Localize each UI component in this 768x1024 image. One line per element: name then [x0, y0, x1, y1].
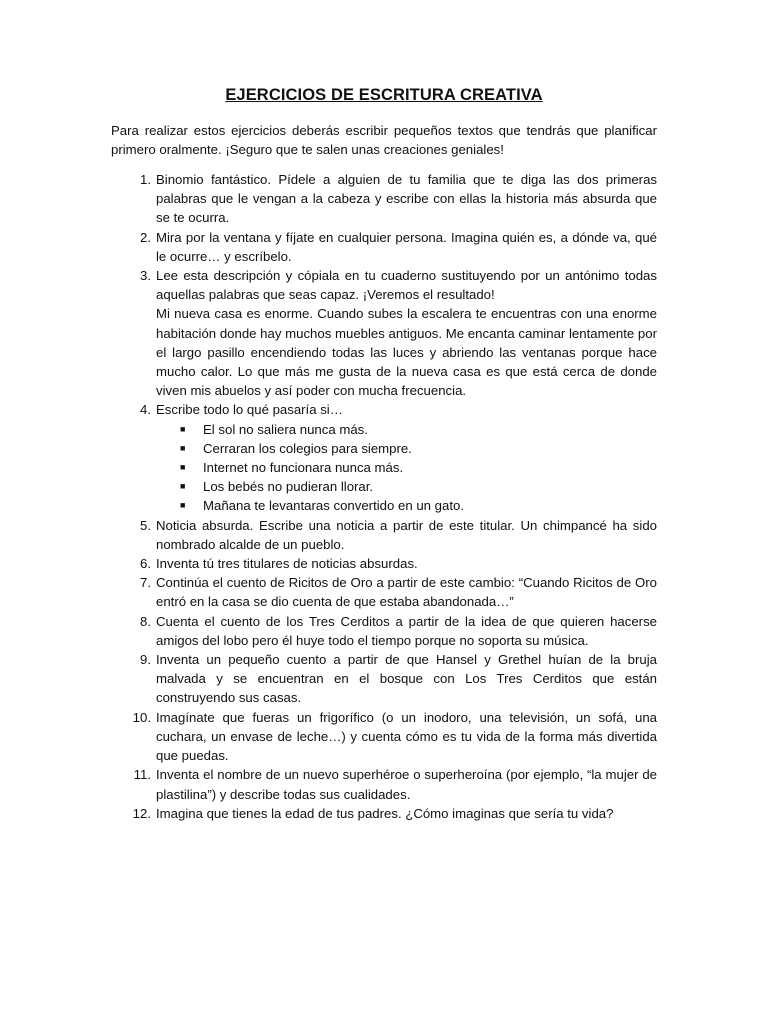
exercise-number: 9. — [140, 652, 151, 668]
bullet-text: Mañana te levantaras convertido en un gato. — [203, 498, 464, 514]
exercise-item — [111, 554, 657, 573]
bullet-item — [156, 420, 657, 439]
exercise-item — [111, 400, 657, 515]
intro-paragraph: Para realizar estos ejercicios deberás escribir pequeños textos que tendrás que planificar primero oralmente. ¡Seguro que te salen unas creaciones geniales! — [111, 123, 657, 157]
square-bullet-icon: ■ — [180, 423, 186, 434]
exercise-text: Continúa el cuento de Ricitos de Oro a partir de este cambio: “Cuando Ricitos de Oro entró en la casa se dio cuenta de que estaba abandonada…” — [156, 575, 657, 610]
exercise-number: 6. — [140, 556, 151, 572]
exercise-number: 3. — [140, 268, 151, 284]
exercise-text: Imagínate que fueras un frigorífico (o un inodoro, una televisión, un sofá, una cuchara, un envase de leche…) y cuenta cómo es tu vida de la forma más divertida que puedas. — [156, 709, 657, 764]
exercise-description-text: Mi nueva casa es enorme. Cuando subes la escalera te encuentras con una enorme habitación donde hay muchos muebles antiguos. Me encanta caminar lentamente por el largo pasillo encendiendo todas las luces y abriendo las ventanas porque hace mucho calor. Lo que más me gusta de la nueva casa es que está cerca de donde viven mis abuelos y así poder con mucha frecuencia. — [156, 306, 657, 399]
exercise-item — [111, 612, 657, 650]
exercise-item — [111, 228, 657, 266]
bullet-item — [156, 458, 657, 477]
exercise-text: Mira por la ventana y fíjate en cualquier persona. Imagina quién es, a dónde va, qué le ocurre… y escríbelo. — [156, 229, 657, 264]
exercise-item — [111, 573, 657, 611]
exercise-number: 2. — [140, 229, 151, 245]
exercise-number: 5. — [140, 517, 151, 533]
bullet-text: Cerraran los colegios para siempre. — [203, 440, 412, 456]
bullet-text: Internet no funcionara nunca más. — [203, 460, 404, 476]
exercise-number: 7. — [140, 575, 151, 591]
bullet-list — [156, 420, 657, 516]
square-bullet-icon: ■ — [180, 462, 186, 473]
exercise-list — [111, 170, 657, 823]
square-bullet-icon: ■ — [180, 442, 186, 453]
exercise-item — [111, 765, 657, 803]
exercise-text: Inventa el nombre de un nuevo superhéroe o superheroína (por ejemplo, “la mujer de plastilina”) y describe todas sus cualidades. — [156, 767, 657, 802]
exercise-item — [111, 804, 657, 823]
exercise-text: Cuenta el cuento de los Tres Cerditos a partir de la idea de que quieren hacerse amigos del lobo pero él huye todo el tiempo porque no soporta su música. — [156, 613, 657, 648]
exercise-text: Escribe todo lo qué pasaría si… — [156, 402, 343, 418]
exercise-text: Inventa un pequeño cuento a partir de que Hansel y Grethel huían de la bruja malvada y se encuentran en el bosque con Los Tres Cerditos que están construyendo sus casas. — [156, 652, 657, 706]
exercise-text: Inventa tú tres titulares de noticias absurdas. — [156, 556, 418, 572]
exercise-number: 10. — [132, 709, 151, 725]
exercise-text: Binomio fantástico. Pídele a alguien de tu familia que te diga las dos primeras palabras que le vengan a la cabeza y escribe con ellas la historia más absurda que se te ocurra. — [156, 172, 657, 226]
square-bullet-icon: ■ — [180, 500, 186, 511]
document-title: EJERCICIOS DE ESCRITURA CREATIVA — [225, 86, 543, 104]
exercise-number: 11. — [133, 767, 151, 783]
exercise-item — [111, 266, 657, 400]
bullet-item — [156, 439, 657, 458]
exercise-number: 4. — [140, 402, 151, 418]
bullet-item — [156, 477, 657, 496]
exercise-item — [111, 708, 657, 766]
exercise-text: Imagina que tienes la edad de tus padres. ¿Cómo imaginas que sería tu vida? — [156, 805, 614, 821]
exercise-number: 8. — [140, 613, 151, 629]
square-bullet-icon: ■ — [180, 481, 186, 492]
bullet-item — [156, 496, 657, 515]
exercise-number: 1. — [140, 172, 151, 187]
exercise-item — [111, 170, 657, 228]
bullet-text: Los bebés no pudieran llorar. — [203, 479, 374, 495]
bullet-text: El sol no saliera nunca más. — [203, 421, 368, 437]
exercise-number: 12. — [132, 805, 151, 821]
exercise-text: Noticia absurda. Escribe una noticia a partir de este titular. Un chimpancé ha sido nombrado alcalde de un pueblo. — [156, 517, 657, 552]
exercise-item — [111, 650, 657, 708]
exercise-item — [111, 516, 657, 554]
exercise-text: Lee esta descripción y cópiala en tu cuaderno sustituyendo por un antónimo todas aquellas palabras que seas capaz. ¡Veremos el resultado! — [156, 268, 657, 303]
